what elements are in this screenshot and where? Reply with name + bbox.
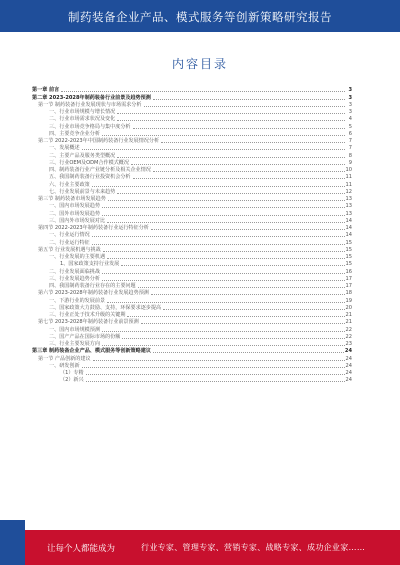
toc-page-number: 21 — [345, 312, 352, 318]
toc-entry[interactable] — [32, 246, 352, 253]
toc-entry[interactable] — [32, 333, 352, 340]
toc-heading: 内容目录 — [171, 57, 228, 71]
toc-entry[interactable] — [32, 195, 352, 202]
toc-page-number: 13 — [345, 196, 352, 202]
toc-entry[interactable] — [32, 253, 352, 260]
toc-entry-text: 七、行业发展前景与未来趋势 — [49, 188, 116, 195]
toc-entry-text: 第三节 制药装备市场发展趋势 — [38, 196, 106, 202]
toc-entry[interactable] — [32, 202, 352, 209]
toc-entry-text: 一、发展概述 — [49, 145, 80, 152]
toc-entry[interactable] — [32, 115, 352, 122]
toc-entry-text: （2）新兴 — [60, 377, 84, 384]
toc-entry[interactable] — [32, 282, 352, 289]
toc-entry[interactable] — [32, 369, 352, 376]
report-header — [0, 0, 400, 32]
toc-entry-text: 三、行业发展趋势分析 — [49, 275, 100, 282]
toc-entry-text: 三、行业OEM及ODM合作模式概况 — [49, 159, 129, 166]
toc-entry[interactable] — [32, 311, 352, 318]
toc-page-number: 23 — [345, 341, 352, 347]
toc-leader-dots — [82, 367, 345, 368]
toc-leader-dots — [82, 149, 345, 150]
toc-leader-dots — [92, 244, 345, 245]
toc-page-number: 14 — [345, 232, 352, 239]
toc-leader-dots — [141, 323, 345, 324]
toc-entry[interactable] — [32, 159, 352, 166]
toc-entry[interactable] — [32, 188, 352, 195]
toc-entry-text: 第三章 制药装备企业产品、模式服务等创新策略建议 — [32, 348, 151, 355]
toc-entry-text: 一、行业运行情况 — [49, 232, 90, 239]
toc-page-number: 3 — [348, 109, 352, 115]
toc-entry-text: 第七节 2023-2028年制药装备行业前景预测 — [38, 319, 139, 326]
toc-page-number: 14 — [345, 217, 352, 224]
toc-entry-text: 二、国产产品在国际市场的份额 — [49, 333, 121, 340]
toc-page-number: 24 — [344, 348, 352, 355]
toc-leader-dots — [86, 381, 345, 382]
toc-page-number: 13 — [345, 210, 352, 217]
toc-entry[interactable] — [32, 376, 352, 383]
toc-entry-text: 一、行业发展的主要机遇 — [49, 254, 106, 260]
toc-entry-text: 五、我国制药装备行业投资机会分析 — [49, 174, 131, 181]
toc-entry[interactable] — [32, 289, 352, 296]
toc-leader-dots — [153, 352, 344, 353]
toc-entry-text: 三、行业市场竞争格局与集中度分析 — [49, 123, 131, 130]
toc-page-number: 6 — [348, 130, 352, 137]
toc-page-number: 21 — [345, 319, 352, 326]
toc-leader-dots — [161, 142, 345, 143]
toc-leader-dots — [163, 309, 344, 310]
toc-entry-text: 二、国外市场发展趋势 — [49, 210, 100, 217]
toc-entry-text: 四、我国制药装备行业存在的主要问题 — [49, 283, 136, 289]
toc-entry-text: 六、行业主要政策 — [49, 181, 90, 188]
toc-entry-text: 一、研发创新 — [49, 362, 80, 369]
toc-page-number: 3 — [348, 101, 352, 108]
report-title: 制药装备企业产品、模式服务等创新策略研究报告 — [68, 10, 332, 24]
toc-entry-text: 二、行业运行特征 — [49, 239, 90, 246]
toc-entry[interactable] — [32, 325, 352, 332]
toc-entry-text: 三、行业正处于技术升级的关键期 — [49, 312, 126, 318]
toc-entry-text: 第六节 2023-2028年制药装备行业发展趋势预测 — [38, 290, 149, 297]
toc-page-number: 11 — [345, 181, 352, 188]
toc-entry-text: 一、下游行业的发展前景 — [49, 297, 106, 304]
toc-entry-text: 二、行业发展面临挑战 — [49, 268, 100, 275]
toc-entry[interactable] — [32, 137, 352, 144]
toc-page-number: 4 — [348, 116, 352, 123]
toc-leader-dots — [127, 316, 344, 317]
toc-leader-dots — [103, 251, 345, 252]
toc-page-number: 12 — [345, 188, 352, 195]
toc-page-number: 5 — [348, 123, 352, 130]
toc-page-number: 11 — [345, 174, 352, 181]
toc-entry-text: 一、国内市场发展趋势 — [49, 203, 100, 210]
toc-leader-dots — [61, 91, 345, 92]
toc-leader-dots — [151, 229, 345, 230]
toc-page-number: 15 — [345, 261, 352, 268]
toc-page-number: 7 — [348, 145, 352, 152]
toc-leader-dots — [102, 135, 345, 136]
toc-entry-text: 二、主要产品及服务类型概况 — [49, 152, 116, 159]
toc-page-number: 19 — [345, 297, 352, 304]
toc-entry[interactable] — [32, 362, 352, 369]
toc-page-number: 15 — [345, 254, 352, 260]
toc-entry[interactable] — [32, 238, 352, 245]
toc-entry[interactable] — [32, 231, 352, 238]
toc-leader-dots — [108, 200, 345, 201]
toc-page-number: 3 — [348, 94, 352, 101]
toc-leader-dots — [102, 273, 345, 274]
toc-entry[interactable] — [32, 340, 352, 347]
toc-entry[interactable] — [32, 209, 352, 216]
toc-page-number: 15 — [345, 239, 352, 246]
toc-leader-dots — [138, 287, 345, 288]
toc-entry[interactable] — [32, 347, 352, 354]
toc-entry[interactable] — [32, 275, 352, 282]
toc-entry-text: 二、国家政策大力鼓励、支持，环保要求逐步提高 — [49, 304, 162, 311]
toc-entry[interactable] — [32, 144, 352, 151]
toc-page-number: 20 — [345, 304, 352, 311]
toc-page-number: 17 — [345, 275, 352, 282]
toc-entry[interactable] — [32, 122, 352, 129]
toc-page-number: 14 — [345, 225, 352, 231]
toc-page-number: 24 — [345, 355, 352, 362]
toc-leader-dots — [117, 120, 345, 121]
footer-accent-bar — [0, 520, 25, 565]
table-of-contents — [32, 86, 352, 383]
toc-entry-text: 二、行业市场需求状况及变化 — [49, 116, 116, 123]
toc-entry-text: 第一节 产品创新的建议 — [38, 355, 91, 362]
toc-page-number: 17 — [345, 283, 352, 289]
toc-leader-dots — [86, 374, 345, 375]
toc-leader-dots — [92, 186, 345, 187]
toc-entry[interactable] — [32, 108, 352, 115]
toc-leader-dots — [121, 265, 344, 266]
toc-leader-dots — [102, 215, 345, 216]
toc-page-number: 24 — [345, 370, 352, 376]
toc-leader-dots — [151, 294, 345, 295]
toc-entry-text: 四、主要竞争企业分析 — [49, 130, 100, 137]
toc-page-number: 15 — [345, 246, 352, 253]
toc-entry[interactable] — [32, 173, 352, 180]
toc-entry-text: 三、国内外市场发展对比 — [49, 217, 106, 224]
toc-entry[interactable] — [32, 304, 352, 311]
toc-entry[interactable] — [32, 180, 352, 187]
toc-page-number: 24 — [345, 362, 352, 369]
footer-tagline: 行业专家、管理专家、营销专家、战略专家、成功企业家…… — [141, 543, 366, 552]
toc-entry-text: 一、行业市场规模与增长情况 — [49, 109, 116, 115]
toc-page-number: 18 — [345, 290, 352, 297]
toc-leader-dots — [117, 157, 345, 158]
footer-slogan: 让每个人都能成为 — [47, 543, 116, 554]
toc-entry[interactable] — [32, 130, 352, 137]
toc-page-number: 7 — [348, 138, 352, 144]
toc-entry-text: 第二章 2023-2028年制药装备行业前景及趋势预测 — [32, 94, 151, 101]
toc-leader-dots — [107, 258, 344, 259]
toc-entry[interactable] — [32, 296, 352, 303]
toc-page-number: 10 — [345, 167, 352, 173]
toc-entry[interactable] — [32, 86, 352, 93]
toc-entry-text: 第二节 2022-2023年中国制药装备行业发展情况分析 — [38, 138, 160, 144]
toc-page-number: 16 — [345, 268, 352, 275]
toc-leader-dots — [92, 236, 345, 237]
toc-leader-dots — [133, 128, 345, 129]
toc-leader-dots — [102, 207, 345, 208]
toc-leader-dots — [153, 99, 345, 100]
toc-leader-dots — [122, 338, 344, 339]
toc-entry[interactable] — [32, 217, 352, 224]
toc-leader-dots — [102, 331, 345, 332]
toc-page-number: 22 — [345, 333, 352, 340]
toc-leader-dots — [102, 280, 345, 281]
toc-entry[interactable] — [32, 260, 352, 267]
toc-entry[interactable] — [32, 166, 352, 173]
toc-entry-text: 四、制药装备行业产业链分析及相关企业情况 — [49, 167, 151, 173]
toc-leader-dots — [93, 360, 345, 361]
toc-entry[interactable] — [32, 93, 352, 100]
toc-entry[interactable] — [32, 354, 352, 361]
toc-page-number: 13 — [345, 203, 352, 210]
toc-entry[interactable] — [32, 151, 352, 158]
toc-leader-dots — [131, 164, 345, 165]
toc-page-number: 9 — [348, 159, 352, 166]
toc-leader-dots — [133, 178, 345, 179]
page-footer — [25, 530, 400, 565]
toc-leader-dots — [102, 345, 345, 346]
toc-leader-dots — [117, 193, 344, 194]
toc-page-number: 3 — [348, 87, 352, 94]
toc-entry[interactable] — [32, 224, 352, 231]
toc-entry-text: （1）专精 — [60, 370, 84, 376]
toc-entry-text: 1、国家政策支持行业发展 — [60, 261, 120, 268]
toc-entry-text: 三、行业主要发展方向 — [49, 341, 100, 347]
toc-leader-dots — [117, 113, 345, 114]
toc-page-number: 22 — [345, 326, 352, 333]
toc-page-number: 24 — [345, 377, 352, 384]
toc-entry-text: 第一章 前言 — [32, 87, 60, 94]
toc-entry[interactable] — [32, 318, 352, 325]
toc-leader-dots — [144, 106, 346, 107]
toc-entry[interactable] — [32, 267, 352, 274]
toc-entry[interactable] — [32, 101, 352, 108]
toc-entry-text: 第一节 制药装备行业发展现状与市场需求分析 — [38, 101, 142, 108]
toc-leader-dots — [153, 171, 345, 172]
toc-leader-dots — [107, 302, 344, 303]
toc-entry-text: 第五节 行业发展机遇与挑战 — [38, 246, 101, 253]
toc-page-number: 8 — [348, 152, 352, 159]
toc-entry-text: 第四节 2022-2023年制药装备行业运行特征分析 — [38, 225, 149, 231]
toc-leader-dots — [107, 222, 344, 223]
toc-entry-text: 一、国内市场规模预测 — [49, 326, 100, 333]
